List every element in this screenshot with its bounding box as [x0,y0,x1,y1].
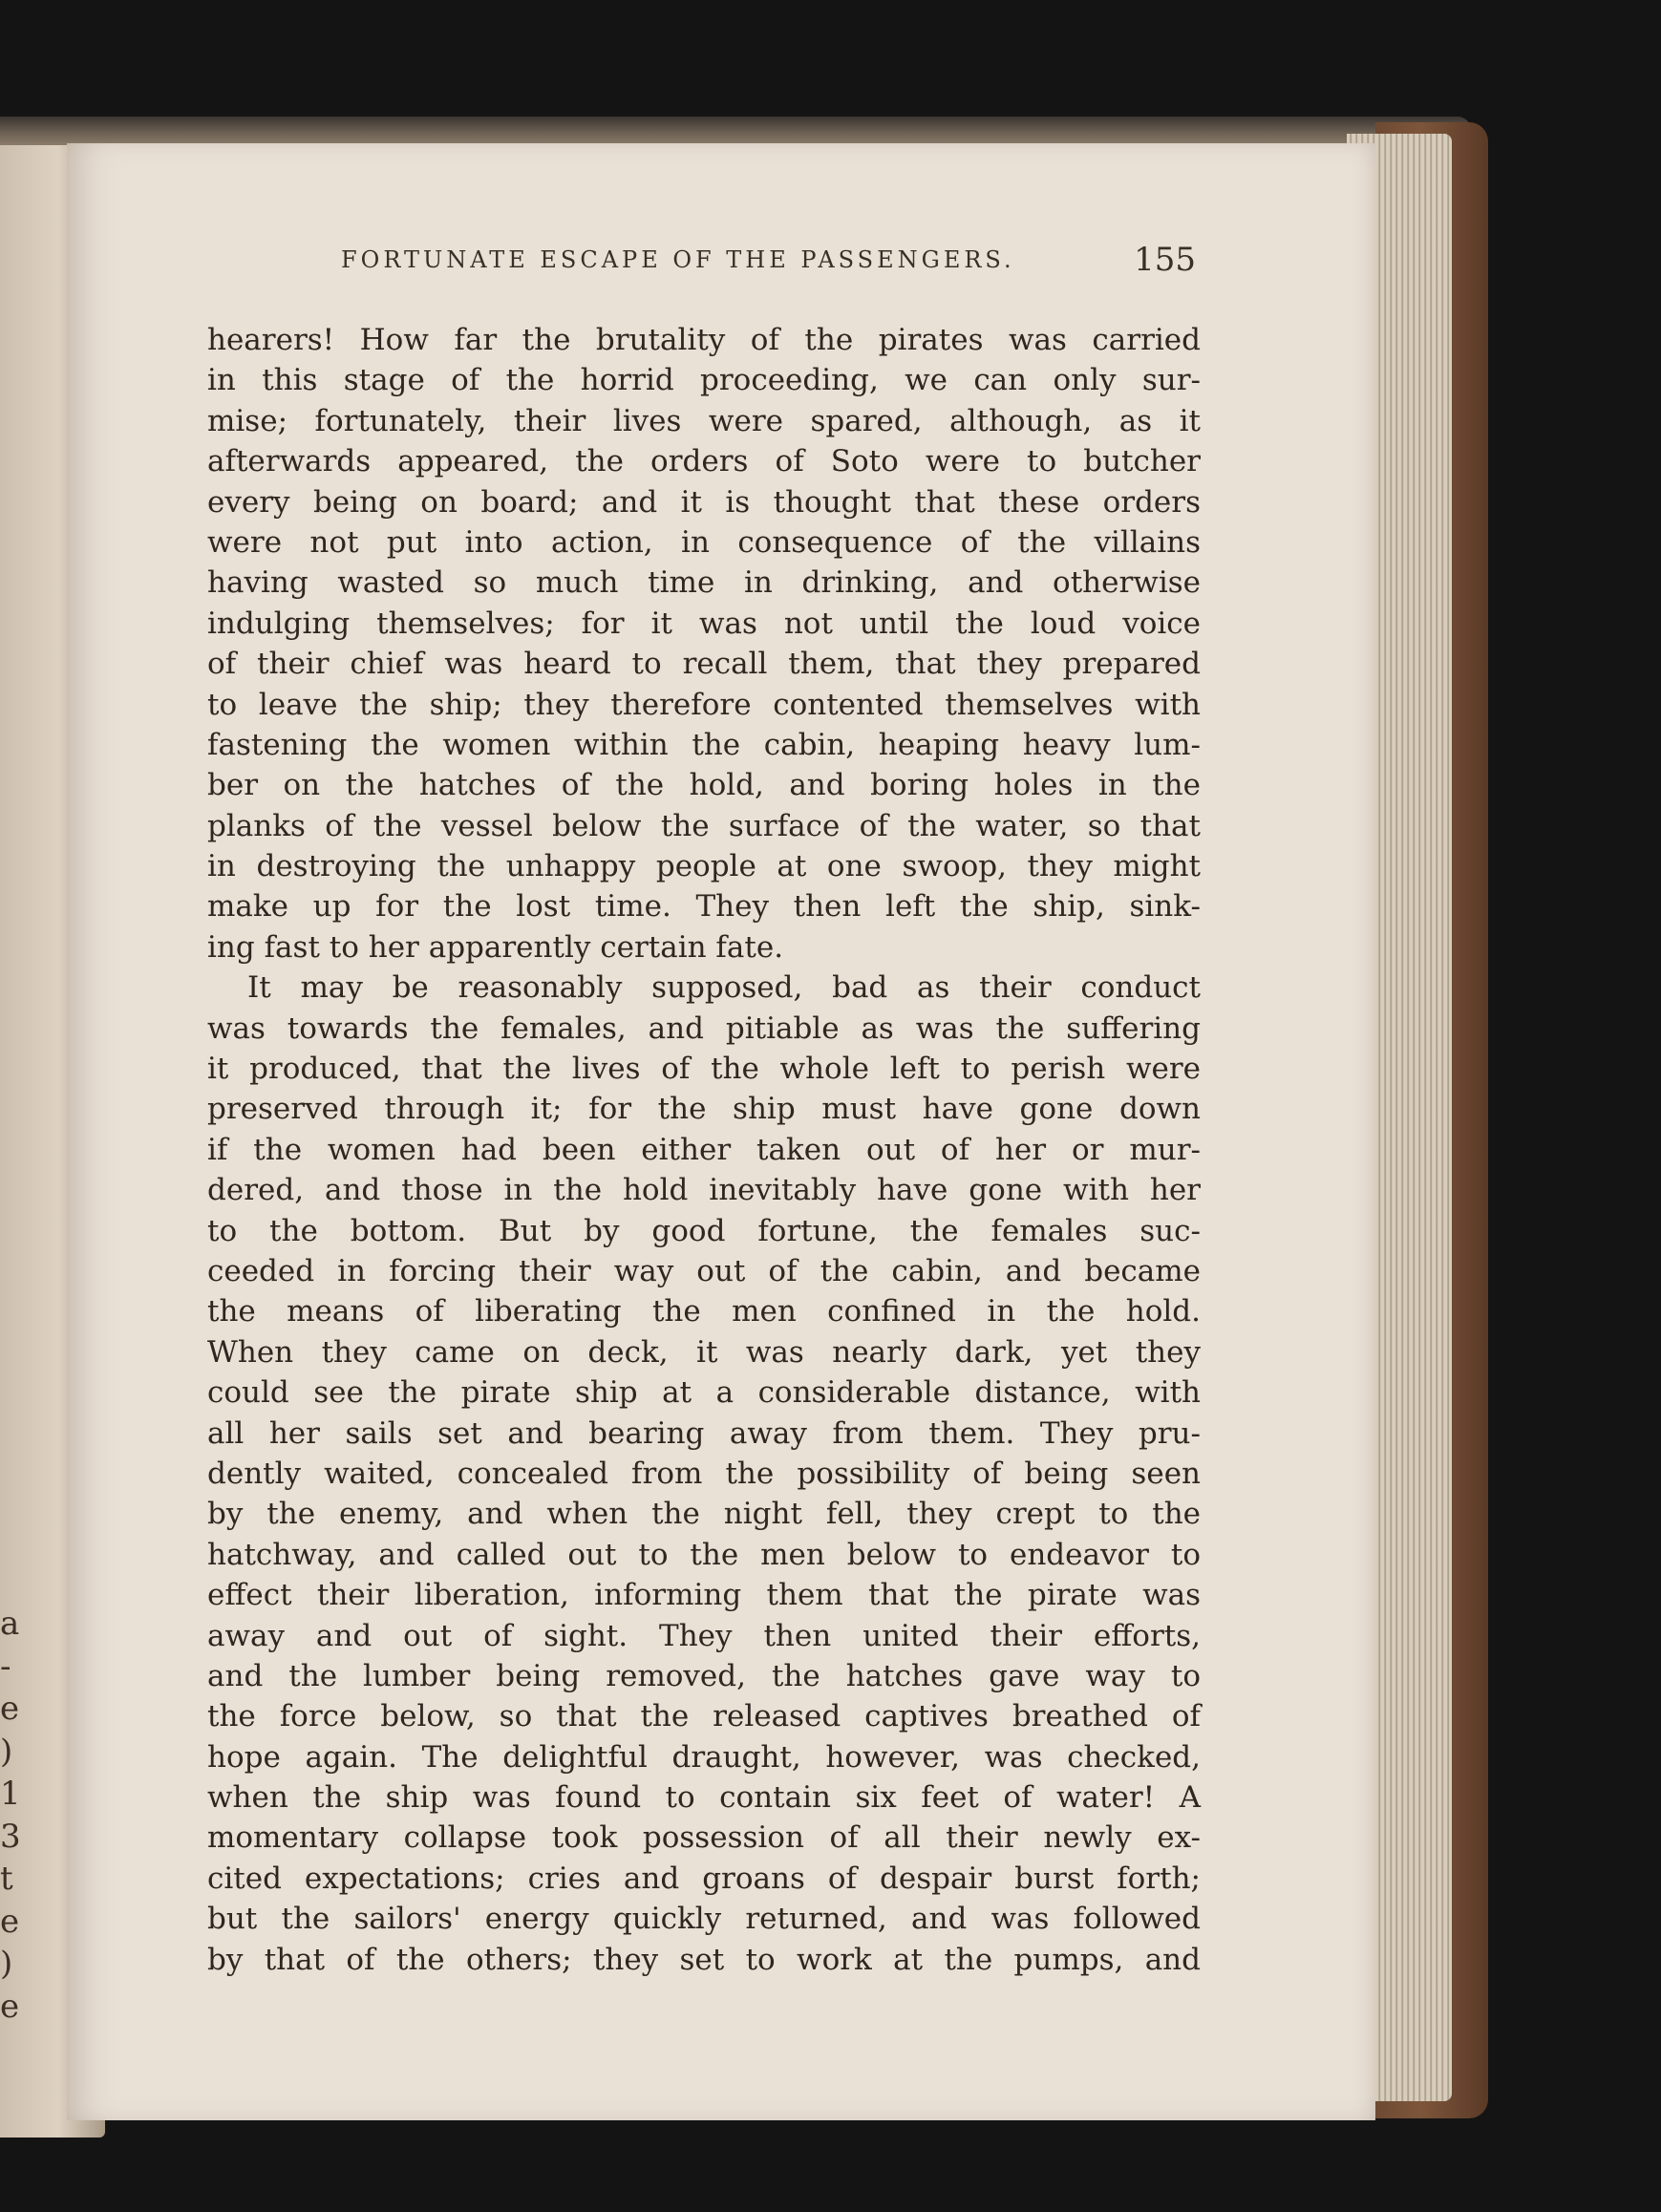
book-spine-top [0,117,1471,145]
text-line: ing fast to her apparently certain fate. [207,929,784,965]
text-line: planks of the vessel below the surface of the water, so that [207,808,1201,843]
text-line: to the bottom. But by good fortune, the females suc- [207,1213,1201,1248]
left-fragment: e [0,1690,20,1728]
text-line: ceeded in forcing their way out of the cabin, and became [207,1253,1201,1288]
text-line: preserved through it; for the ship must have gone down [207,1092,1201,1127]
text-line: afterwards appeared, the orders of Soto were to butcher [207,444,1201,479]
text-line: hearers! How far the brutality of the pirates was carried [207,323,1201,357]
text-line: when the ship was found to contain six feet of water! A [207,1780,1201,1816]
text-line: in destroying the unhappy people at one swoop, they might [207,849,1201,884]
text-line: were not put into action, in consequence of the villains [207,524,1201,560]
text-line: hope again. The delightful draught, however, was checked, [207,1739,1201,1775]
text-line: in this stage of the horrid proceeding, we can only sur- [207,363,1201,398]
left-fragment: a [0,1605,20,1643]
left-fragment: 1 [0,1775,21,1813]
page-header [341,241,1196,279]
left-fragment: 3 [0,1817,21,1856]
running-head: FORTUNATE ESCAPE OF THE PASSENGERS. [341,246,1015,273]
left-fragment: ) [0,1945,13,1983]
text-line: but the sailors' energy quickly returned, and was followed [207,1902,1201,1937]
text-line: if the women had been either taken out of her or mur- [207,1132,1201,1167]
text-line: away and out of sight. They then united their efforts, [207,1618,1201,1653]
text-line: the force below, so that the released captives breathed of [207,1699,1201,1734]
text-line: the means of liberating the men confined in the hold. [207,1294,1201,1329]
left-fragment: e [0,1902,20,1941]
text-line: mise; fortunately, their lives were spared, although, as it [207,403,1201,438]
text-line: it produced, that the lives of the whole left to perish were [207,1052,1201,1087]
text-line: ber on the hatches of the hold, and boring holes in the [207,768,1201,803]
text-line: was towards the females, and pitiable as was the suffering [207,1010,1201,1046]
text-line: effect their liberation, informing them that the pirate was [207,1578,1201,1613]
text-line: make up for the lost time. They then left the ship, sink- [207,889,1201,925]
text-line: having wasted so much time in drinking, and otherwise [207,565,1201,601]
page-number: 155 [1134,241,1196,279]
left-fragment: t [0,1860,13,1898]
text-line: to leave the ship; they therefore contented themselves with [207,687,1201,722]
text-line: of their chief was heard to recall them, that they prepared [207,647,1201,682]
text-line: could see the pirate ship at a considerable distance, with [207,1375,1201,1411]
text-line: cited expectations; cries and groans of despair burst forth; [207,1861,1201,1896]
text-line: by the enemy, and when the night fell, they crept to the [207,1497,1201,1532]
text-line: dered, and those in the hold inevitably have gone with her [207,1173,1201,1208]
text-line: It may be reasonably supposed, bad as their conduct [247,970,1201,1006]
text-line: indulging themselves; for it was not until the loud voice [207,606,1201,641]
text-line: all her sails set and bearing away from them. They pru- [207,1415,1201,1451]
left-page-text-fragments [0,1603,23,2028]
text-line: fastening the women within the cabin, heaping heavy lum- [207,727,1201,762]
text-line: hatchway, and called out to the men below to endeavor to [207,1537,1201,1572]
body-text [207,320,1201,1980]
left-fragment: - [0,1647,11,1686]
text-line: When they came on deck, it was nearly dark, yet they [207,1334,1201,1370]
text-line: dently waited, concealed from the possibility of being seen [207,1456,1201,1491]
text-line: by that of the others; they set to work at the pumps, and [207,1942,1201,1977]
text-line: and the lumber being removed, the hatches gave way to [207,1658,1201,1693]
left-fragment: e [0,1987,20,2026]
text-line: momentary collapse took possession of all their newly ex- [207,1820,1201,1856]
text-line: every being on board; and it is thought that these orders [207,484,1201,520]
left-fragment: ) [0,1732,13,1771]
